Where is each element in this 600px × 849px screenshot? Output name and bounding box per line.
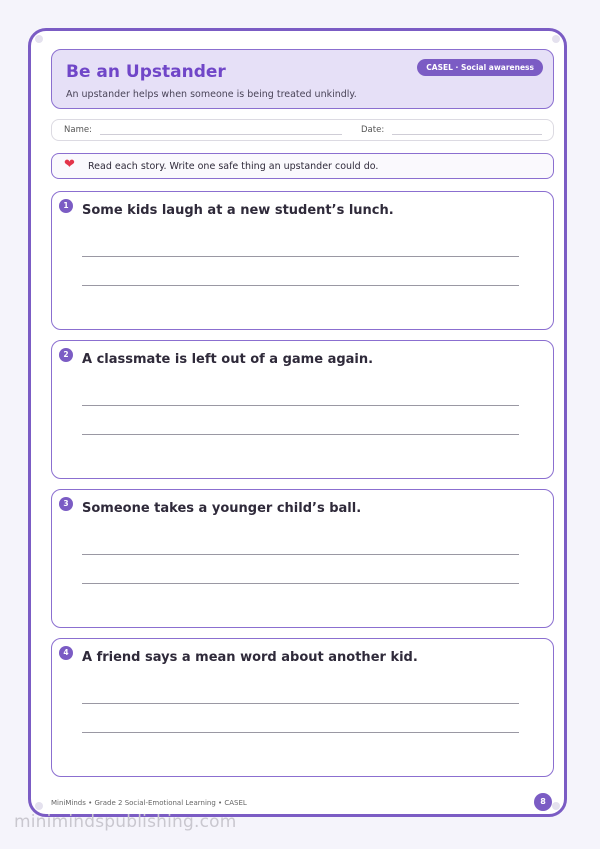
title-banner xyxy=(51,49,554,109)
name-field[interactable] xyxy=(100,134,342,135)
story-number-badge: 2 xyxy=(59,348,73,362)
page-title: Be an Upstander xyxy=(66,62,226,82)
story-card xyxy=(51,638,554,777)
heart-icon: ❤ xyxy=(64,157,75,172)
date-label: Date: xyxy=(361,125,385,135)
answer-line[interactable] xyxy=(82,732,519,733)
casel-tag: CASEL · Social awareness xyxy=(417,59,543,76)
answer-line[interactable] xyxy=(82,256,519,257)
instructions-text: Read each story. Write one safe thing an upstander could do. xyxy=(88,160,379,172)
story-text: Some kids laugh at a new student’s lunch. xyxy=(82,203,394,218)
answer-line[interactable] xyxy=(82,405,519,406)
answer-line[interactable] xyxy=(82,583,519,584)
answer-line[interactable] xyxy=(82,554,519,555)
story-number-badge: 1 xyxy=(59,199,73,213)
name-label: Name: xyxy=(64,125,92,135)
corner-hole xyxy=(552,802,560,810)
corner-hole xyxy=(35,802,43,810)
story-card xyxy=(51,191,554,330)
answer-line[interactable] xyxy=(82,434,519,435)
worksheet-page xyxy=(28,28,567,817)
footer-text: MiniMinds • Grade 2 Social-Emotional Learning • CASEL xyxy=(51,799,247,807)
story-card xyxy=(51,489,554,628)
story-text: A classmate is left out of a game again. xyxy=(82,352,374,367)
instructions-box xyxy=(51,153,554,179)
date-field[interactable] xyxy=(392,134,542,135)
story-number-badge: 4 xyxy=(59,646,73,660)
page-number-badge: 8 xyxy=(534,793,552,811)
corner-hole xyxy=(552,35,560,43)
story-number-badge: 3 xyxy=(59,497,73,511)
story-card xyxy=(51,340,554,479)
watermark: minimindspublishing.com xyxy=(14,812,237,832)
page-subtitle: An upstander helps when someone is being treated unkindly. xyxy=(66,89,357,100)
story-text: A friend says a mean word about another kid. xyxy=(82,650,418,665)
answer-line[interactable] xyxy=(82,703,519,704)
corner-hole xyxy=(35,35,43,43)
name-date-bar xyxy=(51,119,554,141)
answer-line[interactable] xyxy=(82,285,519,286)
story-text: Someone takes a younger child’s ball. xyxy=(82,501,362,516)
